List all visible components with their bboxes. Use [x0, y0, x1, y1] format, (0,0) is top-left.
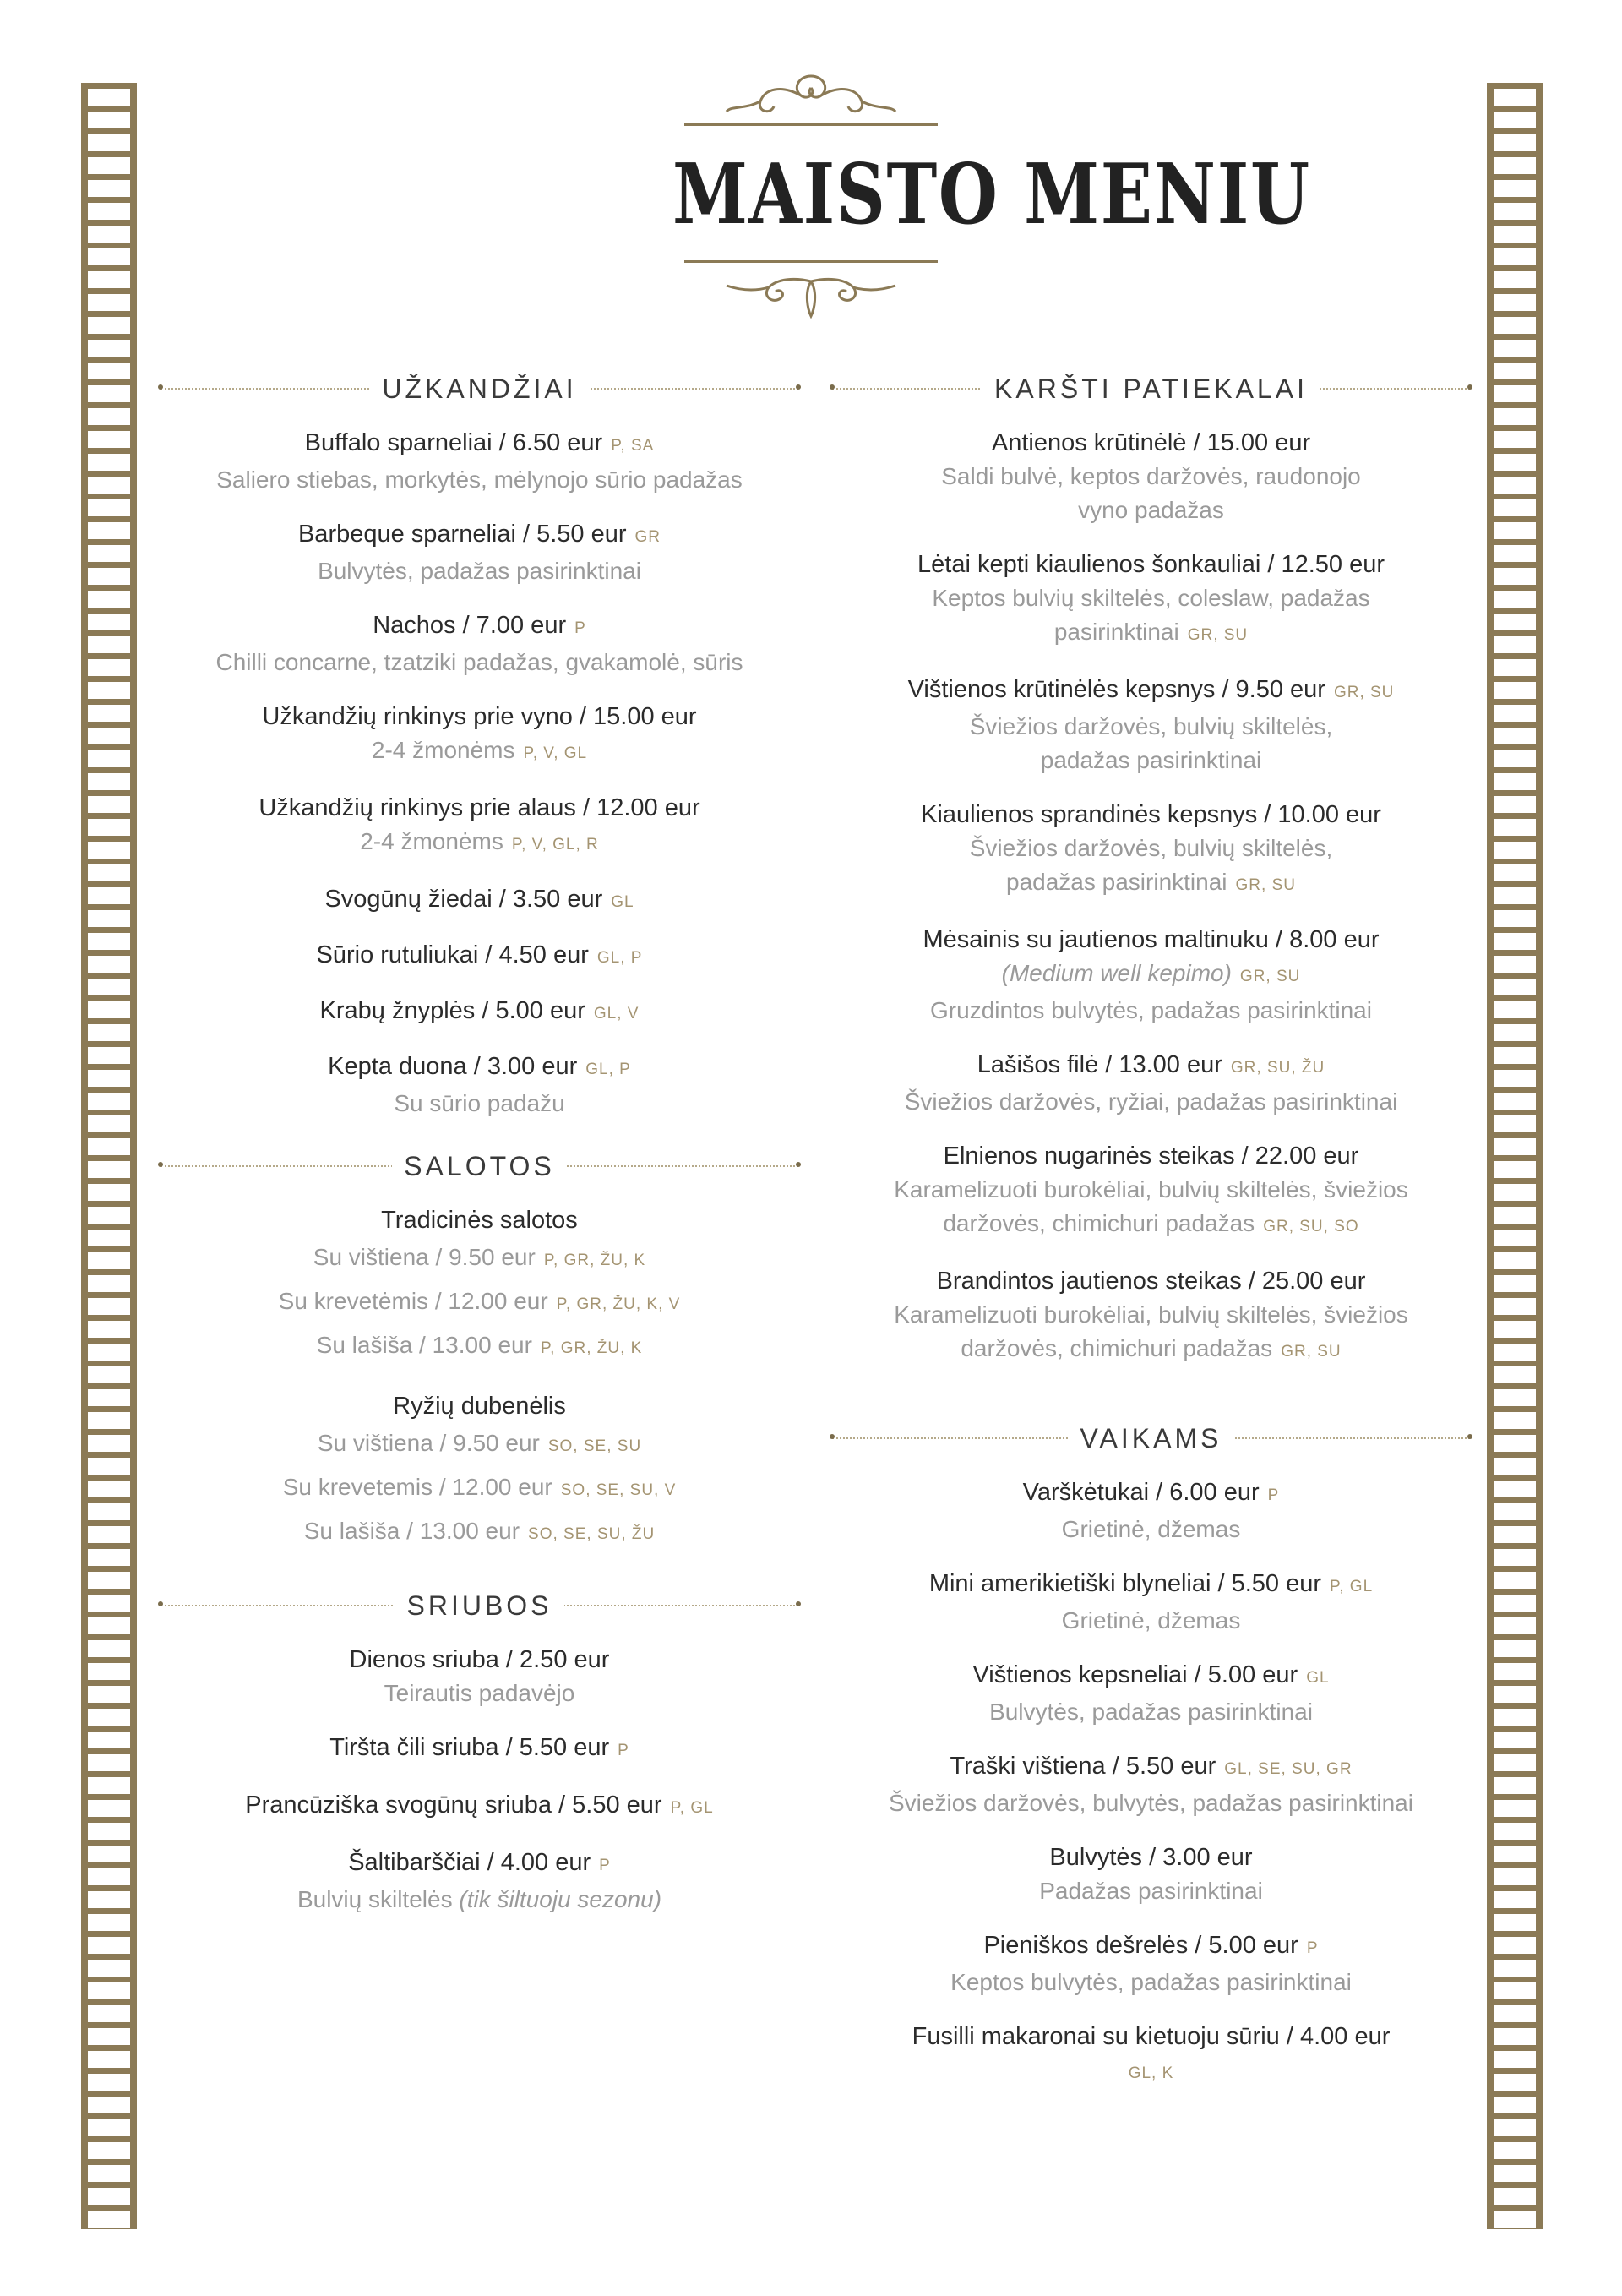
allergen-tag: GR, SU	[1187, 626, 1249, 644]
menu-item	[161, 1846, 798, 1917]
menu-item	[832, 2020, 1470, 2091]
allergen-tag: GL, K	[1128, 2064, 1174, 2082]
item-description: Šviežios daržovės, bulvių skiltelės,	[969, 835, 1333, 861]
allergen-tag: P, V, GL	[523, 744, 588, 762]
item-name: Sūrio rutuliukai / 4.50 eur	[316, 941, 589, 968]
section-title: UŽKANDŽIAI	[370, 372, 588, 406]
menu-item	[832, 1475, 1470, 1546]
right-rail-border	[1487, 83, 1543, 2229]
allergen-tag: P	[1267, 1486, 1280, 1504]
item-name: Buffalo sparneliai / 6.50 eur	[304, 429, 603, 456]
item-description: Šviežios daržovės, bulvytės, padažas pasirinktinai	[889, 1790, 1413, 1816]
item-name: Tiršta čili sriuba / 5.50 eur	[329, 1734, 610, 1761]
item-description: Saldi bulvė, keptos daržovės, raudonojo	[941, 463, 1361, 489]
menu-item	[832, 1928, 1470, 1999]
item-name: Bulvytės / 3.00 eur	[1049, 1844, 1253, 1871]
allergen-tag: P, V, GL, R	[511, 836, 599, 854]
item-description: 2-4 žmonėms	[371, 737, 515, 763]
item-description: Šviežios daržovės, bulvių skiltelės,	[969, 713, 1333, 739]
allergen-tag: P	[1306, 1939, 1319, 1957]
menu-item	[161, 517, 798, 588]
menu-item	[161, 994, 798, 1031]
menu-item	[832, 1749, 1470, 1820]
item-description: Padažas pasirinktinai	[1039, 1878, 1263, 1904]
section-soups	[161, 1589, 798, 1917]
item-name: Tradicinės salotos	[381, 1207, 578, 1234]
salad-group	[161, 1203, 798, 1369]
item-name: Šaltibarščiai / 4.00 eur	[348, 1849, 591, 1876]
item-description: daržovės, chimichuri padažas	[961, 1335, 1273, 1361]
allergen-tag: P, GL	[670, 1799, 714, 1817]
item-description: Teirautis padavėjo	[384, 1680, 575, 1706]
section-title: SRIUBOS	[395, 1589, 563, 1622]
section-salads	[161, 1149, 798, 1555]
item-description: Bulvytės, padažas pasirinktinai	[318, 558, 641, 584]
menu-item	[161, 1731, 798, 1768]
item-name: Traški vištiena / 5.50 eur	[950, 1753, 1216, 1780]
item-name: Lašišos filė / 13.00 eur	[977, 1051, 1222, 1078]
item-description: Keptos bulvių skiltelės, coleslaw, padažas	[932, 585, 1370, 611]
item-name: Užkandžių rinkinys prie vyno / 15.00 eur	[262, 703, 697, 730]
item-name: Varškėtukai / 6.00 eur	[1022, 1479, 1260, 1506]
left-column	[161, 372, 798, 1937]
allergen-tag: GR, SU, SO	[1263, 1218, 1359, 1235]
allergen-tag: GL, SE, SU, GR	[1224, 1760, 1353, 1778]
allergen-tag: P, GR, ŽU, K	[543, 1252, 646, 1269]
item-description: Saliero stiebas, morkytės, mėlynojo sūrio padažas	[216, 466, 743, 493]
menu-item	[832, 923, 1470, 1028]
item-description: Keptos bulvytės, padažas pasirinktinai	[950, 1969, 1352, 1995]
item-name: Mini amerikietiški blyneliai / 5.50 eur	[928, 1570, 1322, 1597]
menu-item	[161, 882, 798, 919]
allergen-tag: GL, P	[596, 949, 643, 967]
item-name: Mėsainis su jautienos maltinuku / 8.00 eur	[923, 926, 1380, 953]
allergen-tag: SO, SE, SU, V	[560, 1481, 677, 1499]
item-description: daržovės, chimichuri padažas	[943, 1210, 1255, 1236]
allergen-tag: GR, SU	[1333, 684, 1395, 701]
allergen-tag: GL, V	[593, 1005, 640, 1023]
menu-item	[161, 1050, 798, 1121]
allergen-tag: P, GL	[1330, 1578, 1374, 1595]
salad-variant: Su lašiša / 13.00 eur	[303, 1518, 520, 1544]
item-name: Vištienos krūtinėlės kepsnys / 9.50 eur	[907, 676, 1325, 703]
item-description: Bulvytės, padažas pasirinktinai	[989, 1699, 1313, 1725]
menu-item	[832, 1048, 1470, 1119]
salad-variant: Su krevetėmis / 12.00 eur	[278, 1288, 548, 1314]
allergen-tag: GR, SU	[1281, 1343, 1342, 1361]
menu-header	[642, 68, 1311, 355]
left-rail-border	[81, 83, 137, 2229]
item-description: Su sūrio padažu	[394, 1090, 565, 1116]
allergen-tag: GR	[634, 528, 661, 546]
item-description: Grietinė, džemas	[1061, 1607, 1241, 1633]
menu-item	[832, 798, 1470, 903]
item-description: Bulvių skiltelės	[297, 1886, 453, 1912]
menu-item	[832, 1567, 1470, 1638]
section-title: VAIKAMS	[1069, 1421, 1234, 1455]
item-name: Kiaulienos sprandinės kepsnys / 10.00 eur	[921, 801, 1381, 828]
section-header	[832, 1421, 1470, 1455]
allergen-tag: P, GR, ŽU, K, V	[556, 1295, 681, 1313]
section-header	[161, 1149, 798, 1183]
menu-item	[161, 700, 798, 771]
item-description: Chilli concarne, tzatziki padažas, gvakamolė, sūris	[215, 649, 743, 675]
allergen-tag: GL	[611, 893, 634, 911]
menu-title: MAISTO MENIU	[672, 146, 1311, 243]
section-appetizers	[161, 372, 798, 1121]
menu-item	[161, 426, 798, 497]
allergen-tag: P	[574, 619, 586, 637]
item-description: Karamelizuoti burokėliai, bulvių skiltelės, šviežios	[894, 1301, 1408, 1328]
section-header	[161, 372, 798, 406]
right-column	[832, 372, 1470, 2111]
item-description: padažas pasirinktinai	[1040, 747, 1262, 773]
item-name: Svogūnų žiedai / 3.50 eur	[324, 886, 603, 913]
bottom-ornament-icon	[684, 260, 938, 328]
menu-item	[832, 426, 1470, 527]
allergen-tag: GL	[1306, 1669, 1330, 1687]
menu-item	[161, 1643, 798, 1710]
menu-item	[832, 1841, 1470, 1908]
allergen-tag: P, SA	[611, 437, 655, 455]
item-name: Kepta duona / 3.00 eur	[328, 1053, 578, 1080]
item-name: Krabų žnyplės / 5.00 eur	[319, 997, 585, 1024]
item-name: Brandintos jautienos steikas / 25.00 eur	[936, 1268, 1366, 1295]
allergen-tag: GR, SU	[1239, 968, 1301, 985]
item-description: 2-4 žmonėms	[360, 828, 503, 854]
menu-item	[161, 791, 798, 862]
allergen-tag: SO, SE, SU	[547, 1437, 642, 1455]
top-ornament-icon	[684, 68, 938, 127]
allergen-tag: GL, P	[585, 1061, 631, 1078]
item-description: padažas pasirinktinai	[1006, 869, 1227, 895]
item-description: Šviežios daržovės, ryžiai, padažas pasirinktinai	[904, 1088, 1398, 1115]
item-name: Vištienos kepsneliai / 5.00 eur	[972, 1661, 1298, 1688]
menu-item	[832, 548, 1470, 652]
menu-item	[161, 608, 798, 679]
item-description: Gruzdintos bulvytės, padažas pasirinktinai	[930, 997, 1372, 1023]
menu-item	[161, 938, 798, 975]
section-title: KARŠTI PATIEKALAI	[982, 372, 1320, 406]
section-header	[161, 1589, 798, 1622]
item-description: pasirinktinai	[1053, 619, 1179, 645]
allergen-tag: GR, SU	[1235, 876, 1296, 894]
allergen-tag: P	[618, 1742, 629, 1759]
menu-item	[161, 1788, 798, 1825]
salad-variant: Su krevetemis / 12.00 eur	[282, 1474, 552, 1500]
section-header	[832, 372, 1470, 406]
salad-variant: Su lašiša / 13.00 eur	[316, 1332, 532, 1358]
item-description: Grietinė, džemas	[1061, 1516, 1241, 1542]
menu-item	[832, 673, 1470, 777]
section-hot-dishes	[832, 372, 1470, 1369]
item-description: vyno padažas	[1078, 497, 1224, 523]
salad-group	[161, 1389, 798, 1555]
item-name: Barbeque sparneliai / 5.50 eur	[297, 521, 627, 548]
item-name: Lėtai kepti kiaulienos šonkauliai / 12.50 eur	[917, 551, 1385, 578]
section-title: SALOTOS	[392, 1149, 567, 1183]
item-name: Užkandžių rinkinys prie alaus / 12.00 eur	[259, 794, 700, 821]
item-note: (tik šiltuoju sezonu)	[459, 1886, 662, 1912]
item-name: Nachos / 7.00 eur	[373, 612, 567, 639]
section-kids	[832, 1421, 1470, 2091]
menu-item	[832, 1139, 1470, 1244]
item-name: Pieniškos dešrelės / 5.00 eur	[983, 1932, 1298, 1959]
item-name: Ryžių dubenėlis	[393, 1393, 566, 1420]
item-name: Elnienos nugarinės steikas / 22.00 eur	[943, 1143, 1359, 1170]
salad-variant: Su vištiena / 9.50 eur	[313, 1244, 536, 1270]
menu-item	[832, 1264, 1470, 1369]
item-name: Prancūziška svogūnų sriuba / 5.50 eur	[245, 1792, 662, 1819]
item-note: (Medium well kepimo)	[1001, 960, 1232, 986]
allergen-tag: P, GR, ŽU, K	[540, 1339, 643, 1357]
salad-variant: Su vištiena / 9.50 eur	[317, 1430, 540, 1456]
item-name: Antienos krūtinėlė / 15.00 eur	[991, 429, 1311, 456]
menu-item	[832, 1658, 1470, 1729]
allergen-tag: GR, SU, ŽU	[1230, 1059, 1325, 1077]
allergen-tag: SO, SE, SU, ŽU	[528, 1525, 656, 1543]
item-name: Fusilli makaronai su kietuoju sūriu / 4.00 eur	[912, 2023, 1391, 2050]
item-description: Karamelizuoti burokėliai, bulvių skiltelės, šviežios	[894, 1176, 1408, 1203]
item-name: Dienos sriuba / 2.50 eur	[349, 1646, 610, 1673]
allergen-tag: P	[599, 1857, 611, 1874]
